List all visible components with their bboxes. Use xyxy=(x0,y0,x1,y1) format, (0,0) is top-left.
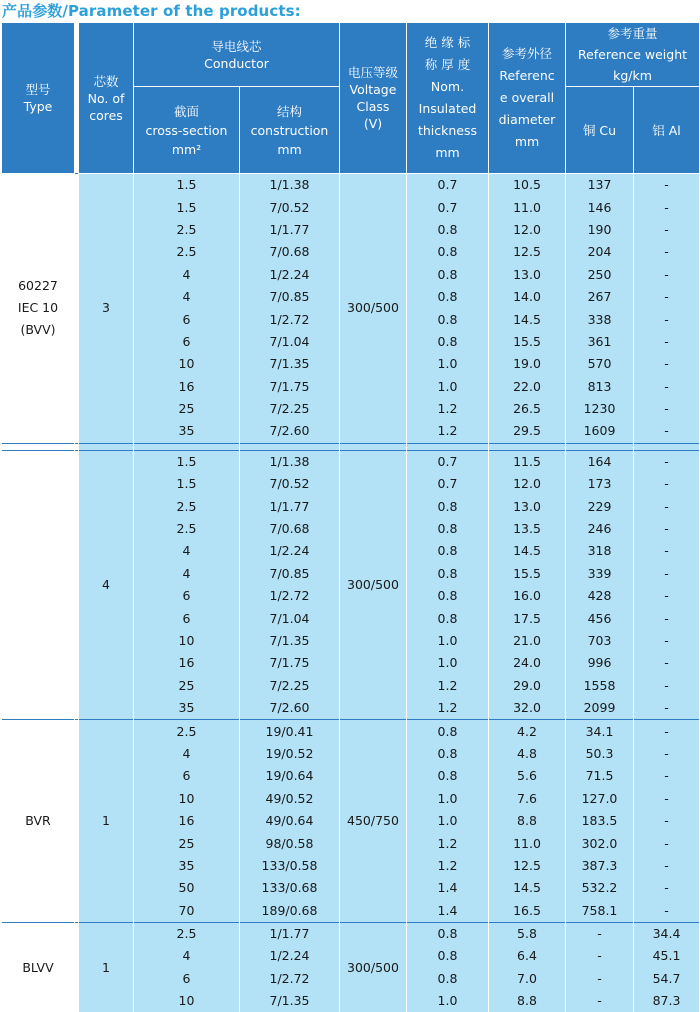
weight-cu-cell: - xyxy=(566,922,634,945)
diameter-cell: 11.0 xyxy=(489,196,566,218)
construction-cell: 1/2.72 xyxy=(240,308,340,330)
diameter-cell: 15.5 xyxy=(489,331,566,353)
diameter-cell: 29.0 xyxy=(489,675,566,697)
construction-cell: 7/1.35 xyxy=(240,990,340,1012)
insulation-cell: 0.7 xyxy=(407,473,489,495)
diameter-cell: 4.8 xyxy=(489,743,566,765)
construction-cell: 1/1.77 xyxy=(240,219,340,241)
cross-section-cell: 25 xyxy=(134,398,240,420)
insulation-cell: 1.4 xyxy=(407,877,489,899)
cross-section-cell: 25 xyxy=(134,675,240,697)
weight-cu-cell: 428 xyxy=(566,585,634,607)
construction-cell: 98/0.58 xyxy=(240,832,340,854)
construction-cell: 1/1.77 xyxy=(240,922,340,945)
header-cores: 芯数 No. of cores xyxy=(79,23,134,174)
weight-al-cell: - xyxy=(634,286,700,308)
cross-section-cell: 50 xyxy=(134,877,240,899)
diameter-cell: 32.0 xyxy=(489,697,566,720)
weight-al-cell: - xyxy=(634,495,700,517)
weight-cu-cell: 50.3 xyxy=(566,743,634,765)
cross-section-cell: 6 xyxy=(134,585,240,607)
weight-cu-cell: 137 xyxy=(566,174,634,197)
weight-cu-cell: 164 xyxy=(566,450,634,473)
construction-cell: 7/1.75 xyxy=(240,652,340,674)
weight-al-cell: - xyxy=(634,630,700,652)
type-cell: BVR xyxy=(2,720,75,923)
weight-al-cell: - xyxy=(634,264,700,286)
insulation-cell: 0.8 xyxy=(407,495,489,517)
weight-al-cell: - xyxy=(634,788,700,810)
diameter-cell: 10.5 xyxy=(489,174,566,197)
cross-section-cell: 1.5 xyxy=(134,174,240,197)
weight-cu-cell: 996 xyxy=(566,652,634,674)
header-cu: 铜 Cu xyxy=(566,87,634,174)
weight-al-cell: - xyxy=(634,518,700,540)
header-cross-section: 截面 cross-section mm² xyxy=(134,87,240,174)
cross-section-cell: 4 xyxy=(134,286,240,308)
weight-al-cell: - xyxy=(634,420,700,443)
weight-al-cell: - xyxy=(634,720,700,743)
diameter-cell: 19.0 xyxy=(489,353,566,375)
weight-cu-cell: 703 xyxy=(566,630,634,652)
weight-cu-cell: 127.0 xyxy=(566,788,634,810)
header-diameter: 参考外径 Referenc e overall diameter mm xyxy=(489,23,566,174)
construction-cell: 1/2.24 xyxy=(240,945,340,967)
weight-al-cell: - xyxy=(634,473,700,495)
table-spacer-row xyxy=(2,443,700,450)
weight-al-cell: - xyxy=(634,196,700,218)
diameter-cell: 8.8 xyxy=(489,810,566,832)
cross-section-cell: 10 xyxy=(134,630,240,652)
weight-cu-cell: 267 xyxy=(566,286,634,308)
weight-cu-cell: 758.1 xyxy=(566,900,634,923)
insulation-cell: 0.8 xyxy=(407,286,489,308)
weight-cu-cell: 1558 xyxy=(566,675,634,697)
cross-section-cell: 2.5 xyxy=(134,518,240,540)
diameter-cell: 14.5 xyxy=(489,308,566,330)
spacer-cell xyxy=(240,443,340,450)
insulation-cell: 0.7 xyxy=(407,174,489,197)
weight-al-cell: 54.7 xyxy=(634,968,700,990)
weight-al-cell: - xyxy=(634,219,700,241)
diameter-cell: 22.0 xyxy=(489,376,566,398)
weight-cu-cell: 361 xyxy=(566,331,634,353)
weight-al-cell: 45.1 xyxy=(634,945,700,967)
insulation-cell: 1.0 xyxy=(407,630,489,652)
diameter-cell: 12.0 xyxy=(489,473,566,495)
diameter-cell: 16.0 xyxy=(489,585,566,607)
construction-cell: 49/0.64 xyxy=(240,810,340,832)
construction-cell: 1/1.38 xyxy=(240,450,340,473)
cross-section-cell: 1.5 xyxy=(134,196,240,218)
cross-section-cell: 70 xyxy=(134,900,240,923)
cross-section-cell: 10 xyxy=(134,788,240,810)
insulation-cell: 0.8 xyxy=(407,585,489,607)
weight-cu-cell: - xyxy=(566,990,634,1012)
insulation-cell: 0.8 xyxy=(407,563,489,585)
weight-cu-cell: 318 xyxy=(566,540,634,562)
weight-al-cell: - xyxy=(634,765,700,787)
construction-cell: 189/0.68 xyxy=(240,900,340,923)
weight-cu-cell: 71.5 xyxy=(566,765,634,787)
weight-al-cell: - xyxy=(634,174,700,197)
insulation-cell: 1.0 xyxy=(407,353,489,375)
insulation-cell: 0.8 xyxy=(407,607,489,629)
spacer-cell xyxy=(407,443,489,450)
insulation-cell: 0.8 xyxy=(407,945,489,967)
insulation-cell: 1.0 xyxy=(407,810,489,832)
cross-section-cell: 25 xyxy=(134,832,240,854)
table-row xyxy=(2,922,700,945)
construction-cell: 133/0.58 xyxy=(240,855,340,877)
weight-al-cell: - xyxy=(634,585,700,607)
insulation-cell: 0.7 xyxy=(407,196,489,218)
construction-cell: 7/0.85 xyxy=(240,563,340,585)
construction-cell: 7/0.68 xyxy=(240,518,340,540)
construction-cell: 7/2.60 xyxy=(240,420,340,443)
insulation-cell: 0.8 xyxy=(407,720,489,743)
insulation-cell: 1.2 xyxy=(407,398,489,420)
construction-cell: 1/2.24 xyxy=(240,540,340,562)
voltage-cell: 300/500 xyxy=(340,174,407,444)
table-row xyxy=(2,720,700,743)
cross-section-cell: 1.5 xyxy=(134,473,240,495)
table-row xyxy=(2,450,700,473)
construction-cell: 1/2.72 xyxy=(240,968,340,990)
construction-cell: 7/2.25 xyxy=(240,675,340,697)
weight-cu-cell: 229 xyxy=(566,495,634,517)
weight-cu-cell: 246 xyxy=(566,518,634,540)
weight-al-cell: - xyxy=(634,652,700,674)
parameter-table xyxy=(1,22,700,1012)
weight-al-cell: - xyxy=(634,900,700,923)
cross-section-cell: 1.5 xyxy=(134,450,240,473)
weight-cu-cell: 338 xyxy=(566,308,634,330)
insulation-cell: 1.4 xyxy=(407,900,489,923)
cross-section-cell: 4 xyxy=(134,264,240,286)
construction-cell: 19/0.52 xyxy=(240,743,340,765)
weight-al-cell: - xyxy=(634,675,700,697)
construction-cell: 133/0.68 xyxy=(240,877,340,899)
spacer-cell xyxy=(79,443,134,450)
diameter-cell: 29.5 xyxy=(489,420,566,443)
weight-cu-cell: 1609 xyxy=(566,420,634,443)
weight-cu-cell: 204 xyxy=(566,241,634,263)
weight-al-cell: - xyxy=(634,398,700,420)
insulation-cell: 0.8 xyxy=(407,308,489,330)
weight-al-cell: 34.4 xyxy=(634,922,700,945)
spacer-cell xyxy=(566,443,634,450)
construction-cell: 1/2.72 xyxy=(240,585,340,607)
header-insulation: 绝 缘 标 称 厚 度 Nom. Insulated thickness mm xyxy=(407,23,489,174)
construction-cell: 7/1.04 xyxy=(240,607,340,629)
cross-section-cell: 6 xyxy=(134,765,240,787)
construction-cell: 7/1.75 xyxy=(240,376,340,398)
insulation-cell: 0.8 xyxy=(407,331,489,353)
insulation-cell: 0.8 xyxy=(407,968,489,990)
diameter-cell: 21.0 xyxy=(489,630,566,652)
insulation-cell: 0.8 xyxy=(407,518,489,540)
diameter-cell: 11.0 xyxy=(489,832,566,854)
type-cell: 60227 IEC 10 (BVV) xyxy=(2,174,75,444)
weight-cu-cell: 2099 xyxy=(566,697,634,720)
diameter-cell: 7.0 xyxy=(489,968,566,990)
cores-cell: 1 xyxy=(79,922,134,1012)
cross-section-cell: 4 xyxy=(134,743,240,765)
type-cell: BLVV xyxy=(2,922,75,1012)
cross-section-cell: 6 xyxy=(134,607,240,629)
construction-cell: 7/1.35 xyxy=(240,353,340,375)
cross-section-cell: 2.5 xyxy=(134,922,240,945)
header-al: 铝 Al xyxy=(634,87,700,174)
insulation-cell: 0.8 xyxy=(407,743,489,765)
cores-cell: 4 xyxy=(79,450,134,720)
diameter-cell: 12.0 xyxy=(489,219,566,241)
weight-cu-cell: 34.1 xyxy=(566,720,634,743)
cross-section-cell: 4 xyxy=(134,540,240,562)
table-row xyxy=(2,174,700,197)
cross-section-cell: 10 xyxy=(134,353,240,375)
voltage-cell: 450/750 xyxy=(340,720,407,923)
spacer-cell xyxy=(134,443,240,450)
type-cell xyxy=(2,450,75,720)
header-type: 型号 Type xyxy=(2,23,75,174)
construction-cell: 7/0.52 xyxy=(240,473,340,495)
diameter-cell: 5.8 xyxy=(489,922,566,945)
cross-section-cell: 4 xyxy=(134,945,240,967)
weight-al-cell: - xyxy=(634,308,700,330)
spacer-cell xyxy=(634,443,700,450)
construction-cell: 7/2.60 xyxy=(240,697,340,720)
insulation-cell: 1.2 xyxy=(407,697,489,720)
weight-cu-cell: 532.2 xyxy=(566,877,634,899)
cores-cell: 3 xyxy=(79,174,134,444)
construction-cell: 1/1.77 xyxy=(240,495,340,517)
voltage-cell: 300/500 xyxy=(340,922,407,1012)
construction-cell: 7/0.85 xyxy=(240,286,340,308)
diameter-cell: 6.4 xyxy=(489,945,566,967)
insulation-cell: 0.7 xyxy=(407,450,489,473)
diameter-cell: 13.5 xyxy=(489,518,566,540)
insulation-cell: 0.8 xyxy=(407,540,489,562)
weight-cu-cell: 173 xyxy=(566,473,634,495)
diameter-cell: 24.0 xyxy=(489,652,566,674)
weight-al-cell: - xyxy=(634,855,700,877)
insulation-cell: 1.2 xyxy=(407,832,489,854)
diameter-cell: 17.5 xyxy=(489,607,566,629)
diameter-cell: 4.2 xyxy=(489,720,566,743)
weight-cu-cell: 339 xyxy=(566,563,634,585)
insulation-cell: 1.0 xyxy=(407,788,489,810)
weight-cu-cell: 250 xyxy=(566,264,634,286)
construction-cell: 19/0.64 xyxy=(240,765,340,787)
cross-section-cell: 6 xyxy=(134,308,240,330)
cross-section-cell: 2.5 xyxy=(134,495,240,517)
cross-section-cell: 6 xyxy=(134,331,240,353)
diameter-cell: 5.6 xyxy=(489,765,566,787)
diameter-cell: 26.5 xyxy=(489,398,566,420)
construction-cell: 7/2.25 xyxy=(240,398,340,420)
weight-al-cell: - xyxy=(634,450,700,473)
insulation-cell: 0.8 xyxy=(407,765,489,787)
construction-cell: 7/0.68 xyxy=(240,241,340,263)
cross-section-cell: 35 xyxy=(134,420,240,443)
cross-section-cell: 10 xyxy=(134,990,240,1012)
insulation-cell: 1.0 xyxy=(407,376,489,398)
type-cell xyxy=(2,443,75,450)
diameter-cell: 12.5 xyxy=(489,241,566,263)
cross-section-cell: 2.5 xyxy=(134,219,240,241)
construction-cell: 7/1.35 xyxy=(240,630,340,652)
weight-cu-cell: 190 xyxy=(566,219,634,241)
diameter-cell: 16.5 xyxy=(489,900,566,923)
construction-cell: 49/0.52 xyxy=(240,788,340,810)
weight-al-cell: - xyxy=(634,697,700,720)
cross-section-cell: 4 xyxy=(134,563,240,585)
weight-al-cell: - xyxy=(634,810,700,832)
weight-al-cell: - xyxy=(634,241,700,263)
construction-cell: 19/0.41 xyxy=(240,720,340,743)
weight-cu-cell: 1230 xyxy=(566,398,634,420)
voltage-cell: 300/500 xyxy=(340,450,407,720)
diameter-cell: 13.0 xyxy=(489,495,566,517)
weight-al-cell: - xyxy=(634,743,700,765)
weight-al-cell: - xyxy=(634,877,700,899)
diameter-cell: 12.5 xyxy=(489,855,566,877)
header-conductor: 导电线芯 Conductor xyxy=(134,23,340,87)
weight-cu-cell: 813 xyxy=(566,376,634,398)
page-title: 产品参数/Parameter of the products: xyxy=(0,0,700,22)
spacer-cell xyxy=(489,443,566,450)
insulation-cell: 1.2 xyxy=(407,675,489,697)
parameter-table-body xyxy=(2,174,700,1012)
diameter-cell: 14.5 xyxy=(489,540,566,562)
construction-cell: 7/1.04 xyxy=(240,331,340,353)
weight-al-cell: - xyxy=(634,832,700,854)
weight-cu-cell: - xyxy=(566,968,634,990)
cross-section-cell: 2.5 xyxy=(134,720,240,743)
header-weight: 参考重量 Reference weight kg/km xyxy=(566,23,700,87)
weight-cu-cell: 570 xyxy=(566,353,634,375)
cross-section-cell: 35 xyxy=(134,855,240,877)
weight-al-cell: - xyxy=(634,353,700,375)
cross-section-cell: 16 xyxy=(134,376,240,398)
header-construction: 结构 construction mm xyxy=(240,87,340,174)
cross-section-cell: 16 xyxy=(134,652,240,674)
weight-al-cell: - xyxy=(634,607,700,629)
diameter-cell: 13.0 xyxy=(489,264,566,286)
weight-al-cell: - xyxy=(634,331,700,353)
spacer-cell xyxy=(340,443,407,450)
insulation-cell: 1.2 xyxy=(407,420,489,443)
construction-cell: 7/0.52 xyxy=(240,196,340,218)
weight-cu-cell: - xyxy=(566,945,634,967)
diameter-cell: 8.8 xyxy=(489,990,566,1012)
weight-al-cell: - xyxy=(634,563,700,585)
insulation-cell: 0.8 xyxy=(407,922,489,945)
cross-section-cell: 35 xyxy=(134,697,240,720)
diameter-cell: 11.5 xyxy=(489,450,566,473)
diameter-cell: 7.6 xyxy=(489,788,566,810)
weight-cu-cell: 387.3 xyxy=(566,855,634,877)
weight-cu-cell: 146 xyxy=(566,196,634,218)
construction-cell: 1/1.38 xyxy=(240,174,340,197)
weight-cu-cell: 456 xyxy=(566,607,634,629)
construction-cell: 1/2.24 xyxy=(240,264,340,286)
weight-al-cell: - xyxy=(634,540,700,562)
diameter-cell: 15.5 xyxy=(489,563,566,585)
weight-cu-cell: 183.5 xyxy=(566,810,634,832)
diameter-cell: 14.5 xyxy=(489,877,566,899)
cores-cell: 1 xyxy=(79,720,134,923)
header-voltage: 电压等级 Voltage Class (V) xyxy=(340,23,407,174)
weight-al-cell: 87.3 xyxy=(634,990,700,1012)
diameter-cell: 14.0 xyxy=(489,286,566,308)
insulation-cell: 1.0 xyxy=(407,652,489,674)
insulation-cell: 0.8 xyxy=(407,219,489,241)
insulation-cell: 1.0 xyxy=(407,990,489,1012)
cross-section-cell: 2.5 xyxy=(134,241,240,263)
weight-cu-cell: 302.0 xyxy=(566,832,634,854)
cross-section-cell: 16 xyxy=(134,810,240,832)
insulation-cell: 0.8 xyxy=(407,264,489,286)
insulation-cell: 0.8 xyxy=(407,241,489,263)
weight-al-cell: - xyxy=(634,376,700,398)
insulation-cell: 1.2 xyxy=(407,855,489,877)
cross-section-cell: 6 xyxy=(134,968,240,990)
